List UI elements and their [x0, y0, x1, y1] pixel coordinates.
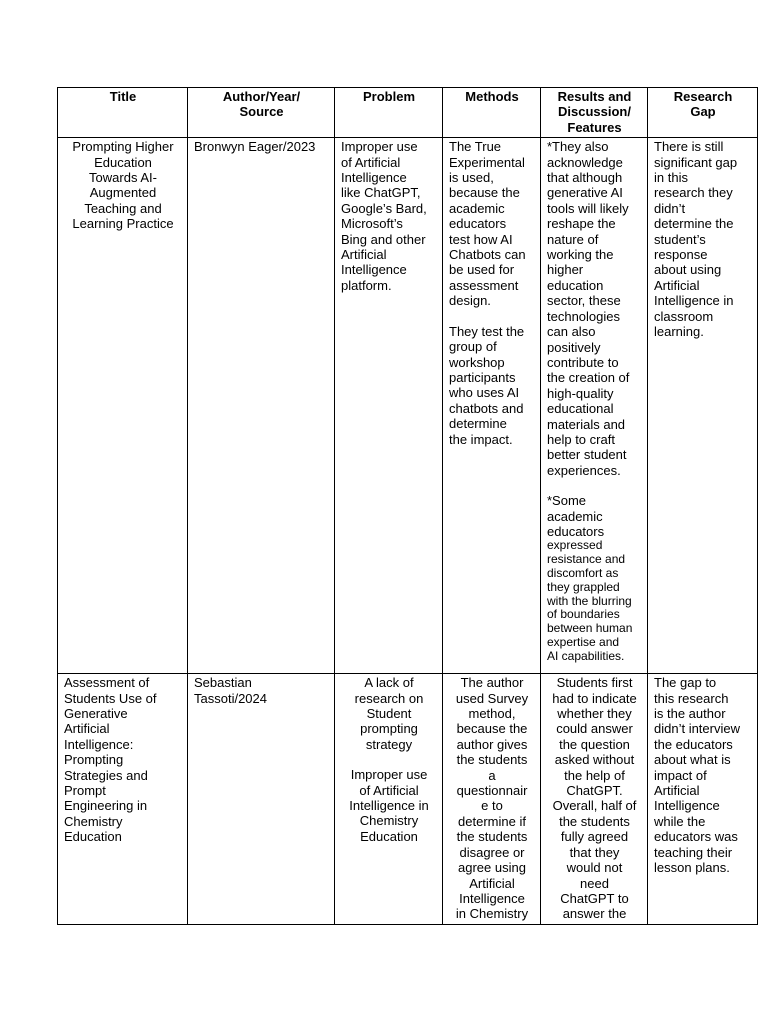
cell-author: Bronwyn Eager/2023: [188, 138, 335, 674]
cell-research-gap: There is still significant gap in this research they didn’t determine the student’s response about using Artificial Intelligence in classroom learning.: [648, 138, 758, 674]
header-problem: Problem: [335, 88, 443, 138]
cell-title: Prompting Higher Education Towards AI- Augmented Teaching and Learning Practice: [58, 138, 188, 674]
table-row: [58, 674, 758, 925]
cell-title: Assessment of Students Use of Generative Artificial Intelligence: Prompting Strategies and Prompt Engineering in Chemistry Education: [58, 674, 188, 925]
cell-author: Sebastian Tassoti/2024: [188, 674, 335, 925]
cell-results: *They also acknowledge that although generative AI tools will likely reshape the nature of working the higher education sector, these technologies can also positively contribute to the creation of high-quality educational materials and help to craft better student experiences. *Some academic educators expressed resistance and discomfort as they grappled with the blurring of boundaries between human expertise and AI capabilities.: [541, 138, 648, 674]
header-results-discussion: Results and Discussion/ Features: [541, 88, 648, 138]
cell-results: Students first had to indicate whether they could answer the question asked without the help of ChatGPT. Overall, half of the students fully agreed that they would not need ChatGPT to answer the: [541, 674, 648, 925]
cell-problem: A lack of research on Student prompting strategy Improper use of Artificial Intelligence in Chemistry Education: [335, 674, 443, 925]
cell-problem: Improper use of Artificial Intelligence like ChatGPT, Google’s Bard, Microsoft’s Bing and other Artificial Intelligence platform.: [335, 138, 443, 674]
header-row: [58, 88, 758, 138]
header-research-gap: Research Gap: [648, 88, 758, 138]
literature-review-table: [57, 87, 758, 925]
cell-methods: The author used Survey method, because the author gives the students a questionnair e to determine if the students disagree or agree using Artificial Intelligence in Chemistry: [443, 674, 541, 925]
cell-methods: The True Experimental is used, because the academic educators test how AI Chatbots can be used for assessment design. They test the group of workshop participants who uses AI chatbots and determine the impact.: [443, 138, 541, 674]
header-title: Title: [58, 88, 188, 138]
header-author-year-source: Author/Year/ Source: [188, 88, 335, 138]
cell-research-gap: The gap to this research is the author didn’t interview the educators about what is impact of Artificial Intelligence while the educators was teaching their lesson plans.: [648, 674, 758, 925]
table-row: [58, 138, 758, 674]
header-methods: Methods: [443, 88, 541, 138]
